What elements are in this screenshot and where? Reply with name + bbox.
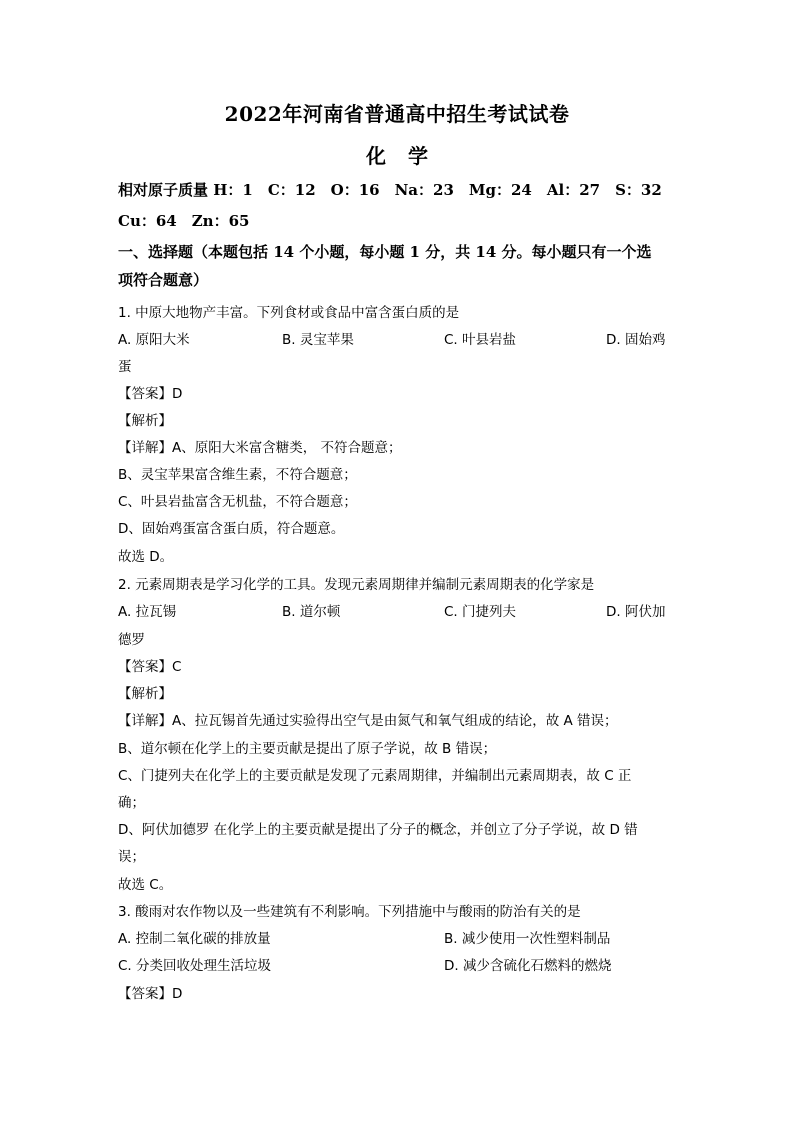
atomic-mass-line-1: 相对原子质量 H：1 C：12 O：16 Na：23 Mg：24 Al：27 S：32 bbox=[118, 181, 662, 199]
q2-answer: 【答案】C bbox=[118, 659, 182, 675]
q2-option-a: A. 拉瓦锡 bbox=[118, 604, 177, 620]
q1-answer: 【答案】D bbox=[118, 386, 183, 402]
q2-option-d: D. 阿伏加 bbox=[606, 604, 666, 620]
q1-analysis-label: 【解析】 bbox=[118, 413, 172, 429]
q1-option-d-wrap: 蛋 bbox=[118, 359, 132, 375]
q2-analysis-label: 【解析】 bbox=[118, 686, 172, 702]
q2-option-b: B. 道尔顿 bbox=[282, 604, 341, 620]
q1-option-b: B. 灵宝苹果 bbox=[282, 332, 354, 348]
q3-answer: 【答案】D bbox=[118, 986, 183, 1002]
exam-title: 2022年河南省普通高中招生考试试卷 bbox=[224, 102, 570, 126]
q2-detail-1: 【详解】A、拉瓦锡首先通过实验得出空气是由氮气和氧气组成的结论，故 A 错误； bbox=[118, 713, 618, 729]
q1-option-d: D. 固始鸡 bbox=[606, 332, 666, 348]
atomic-mass-line-2: Cu：64 Zn：65 bbox=[118, 212, 250, 230]
q1-detail-4: D、固始鸡蛋富含蛋白质，符合题意。 bbox=[118, 521, 345, 537]
section-heading-line-2: 项符合题意） bbox=[118, 271, 209, 289]
q2-stem: 2. 元素周期表是学习化学的工具。发现元素周期律并编制元素周期表的化学家是 bbox=[118, 577, 595, 593]
q1-option-a: A. 原阳大米 bbox=[118, 332, 190, 348]
q2-option-c: C. 门捷列夫 bbox=[444, 604, 517, 620]
q1-detail-3: C、叶县岩盐富含无机盐，不符合题意； bbox=[118, 494, 357, 510]
q3-option-d: D. 减少含硫化石燃料的燃烧 bbox=[444, 958, 612, 974]
q1-option-c: C. 叶县岩盐 bbox=[444, 332, 517, 348]
subject-title: 化学 bbox=[366, 144, 450, 168]
q3-option-b: B. 减少使用一次性塑料制品 bbox=[444, 931, 611, 947]
q3-stem: 3. 酸雨对农作物以及一些建筑有不利影响。下列措施中与酸雨的防治有关的是 bbox=[118, 904, 581, 920]
q1-detail-1: 【详解】A、原阳大米富含糖类， 不符合题意； bbox=[118, 440, 402, 456]
q2-detail-3b: 确； bbox=[118, 795, 145, 811]
q3-option-a: A. 控制二氧化碳的排放量 bbox=[118, 931, 271, 947]
section-heading-line-1: 一、选择题（本题包括 14 个小题，每小题 1 分，共 14 分。每小题只有一个选 bbox=[118, 243, 652, 261]
q2-option-d-wrap: 德罗 bbox=[118, 632, 145, 648]
q2-detail-3a: C、门捷列夫在化学上的主要贡献是发现了元素周期律，并编制出元素周期表，故 C 正 bbox=[118, 768, 632, 784]
q2-detail-4a: D、阿伏加德罗 在化学上的主要贡献是提出了分子的概念，并创立了分子学说，故 D 错 bbox=[118, 822, 638, 838]
q1-stem: 1. 中原大地物产丰富。下列食材或食品中富含蛋白质的是 bbox=[118, 305, 460, 321]
q2-detail-2: B、道尔顿在化学上的主要贡献是提出了原子学说，故 B 错误； bbox=[118, 741, 497, 757]
q3-option-c: C. 分类回收处理生活垃圾 bbox=[118, 958, 272, 974]
q1-detail-2: B、灵宝苹果富含维生素，不符合题意； bbox=[118, 467, 357, 483]
q1-conclusion: 故选 D。 bbox=[118, 549, 174, 565]
q2-conclusion: 故选 C。 bbox=[118, 877, 173, 893]
q2-detail-4b: 误； bbox=[118, 849, 145, 865]
